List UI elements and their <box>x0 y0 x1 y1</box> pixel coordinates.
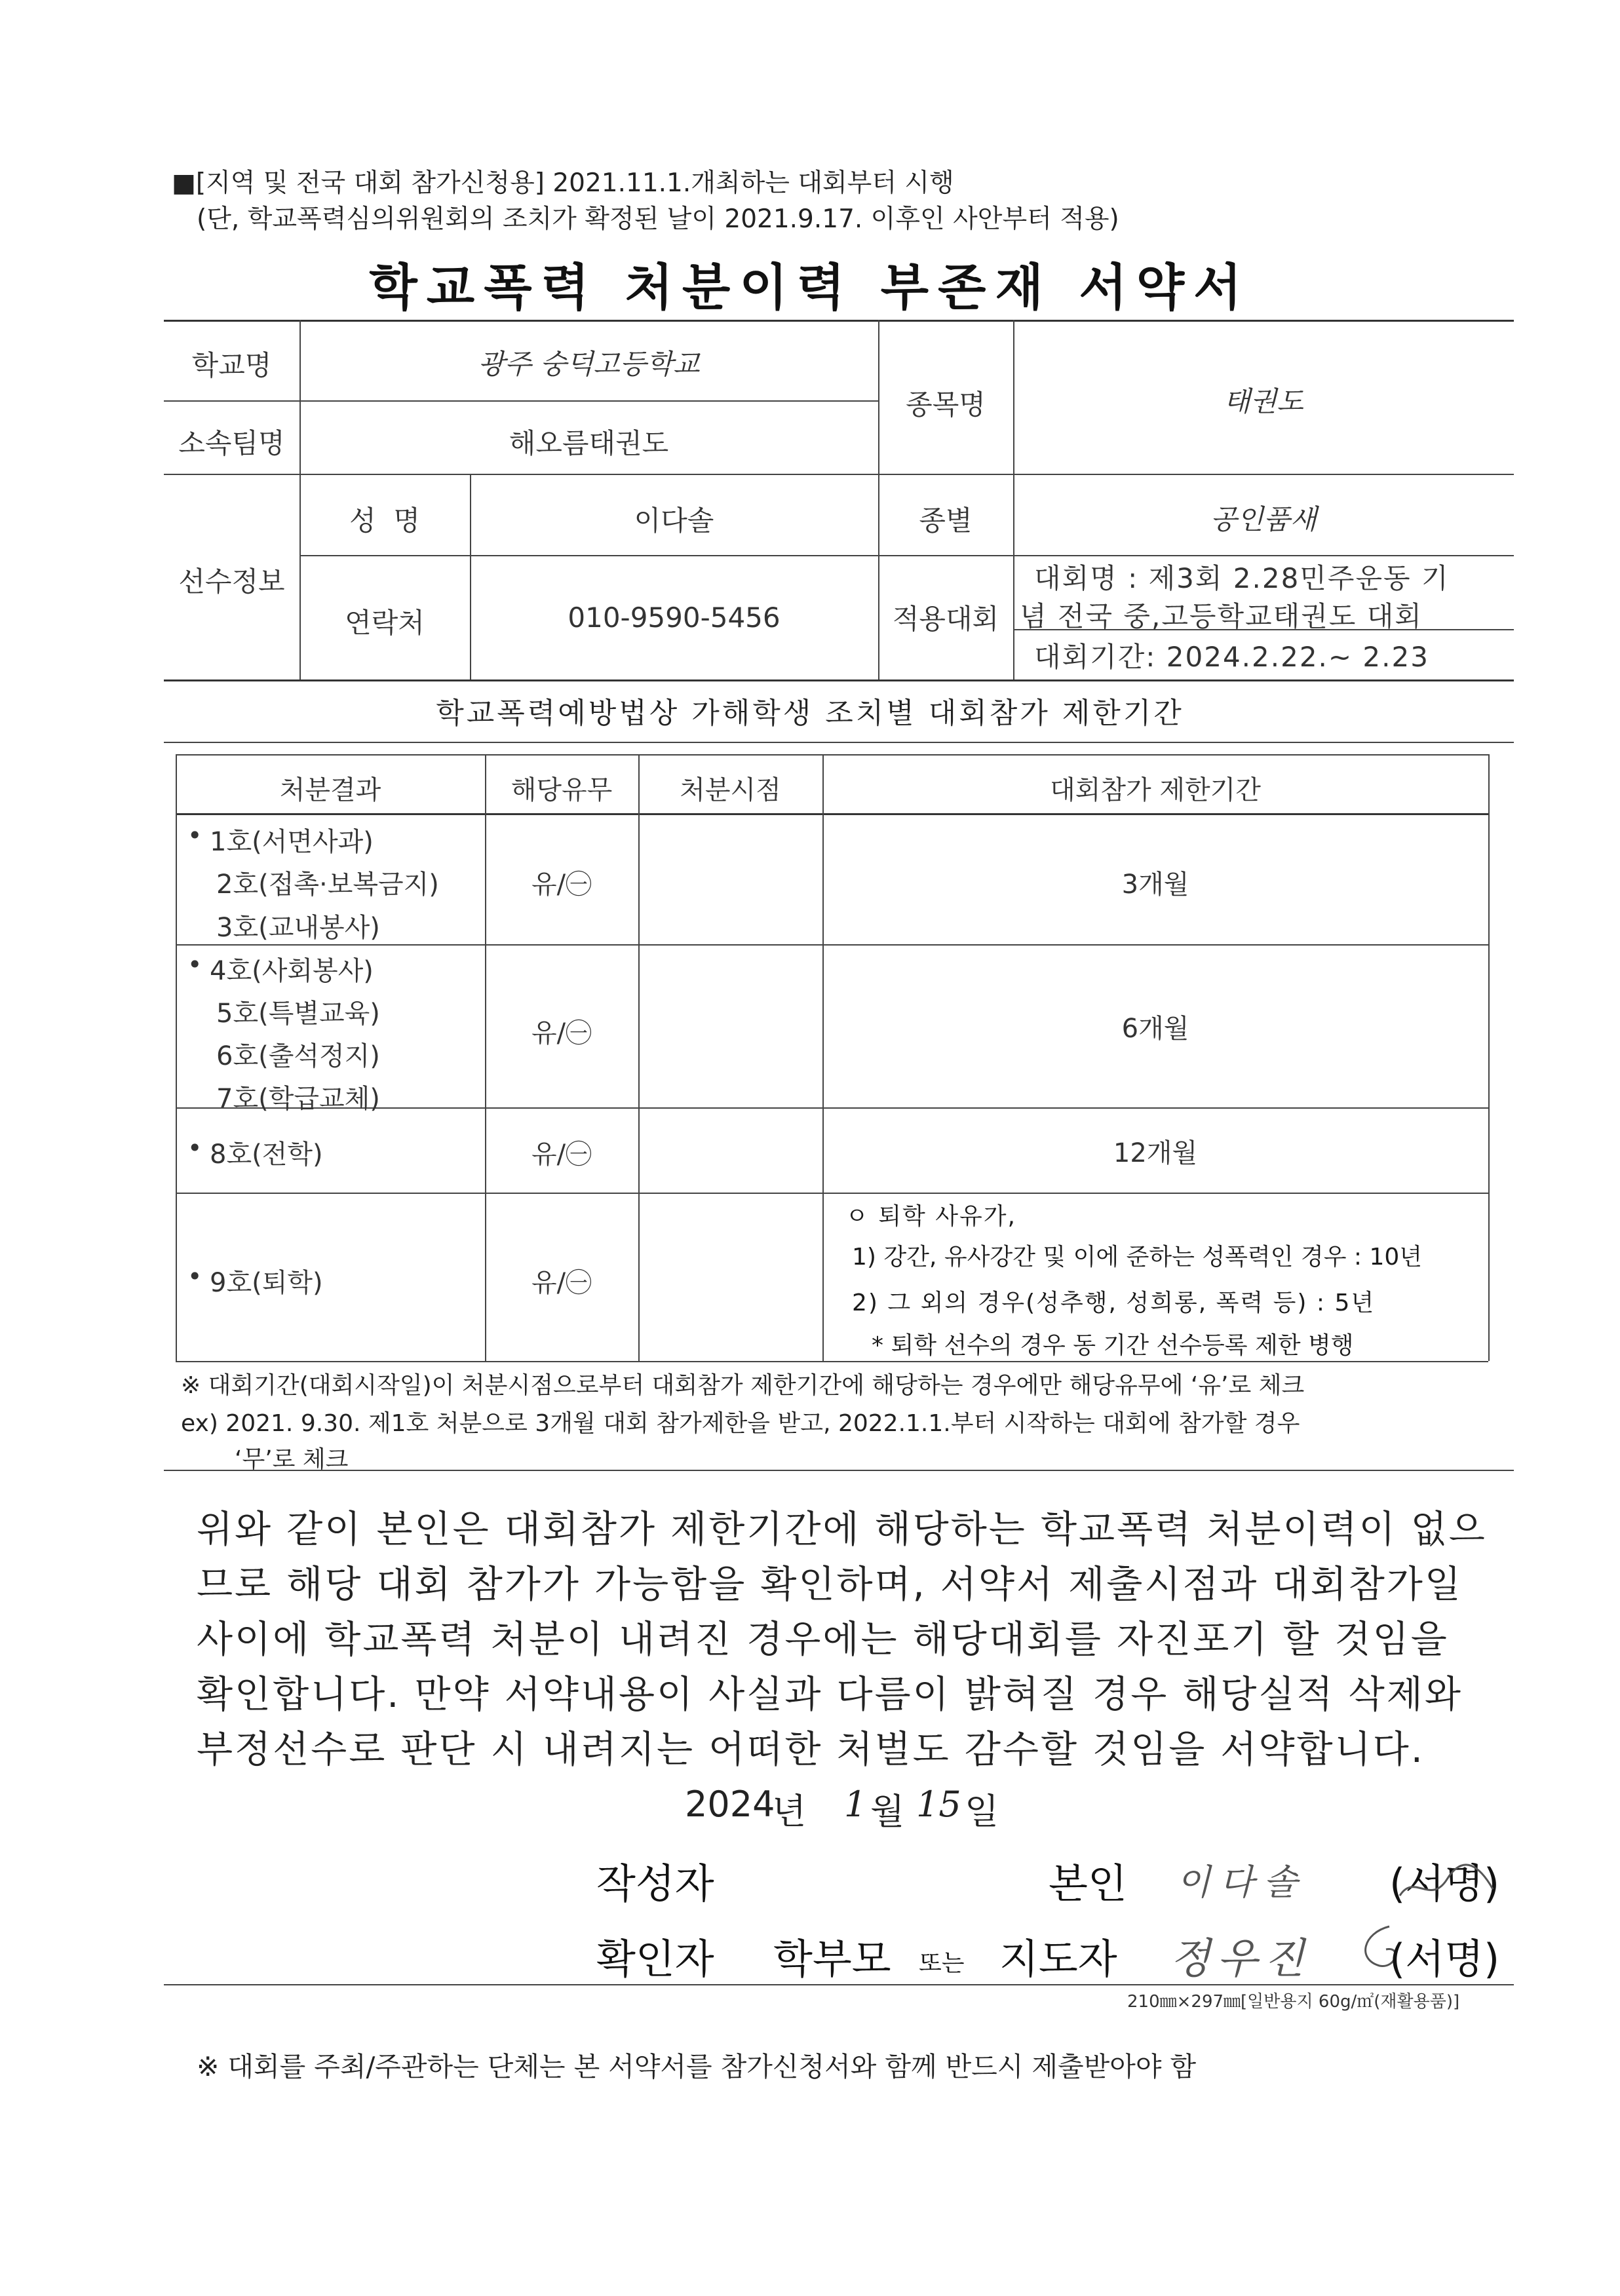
pledge-line: 므로 해당 대회 참가가 가능함을 확인하며, 서약서 제출시점과 대회참가일 <box>197 1563 1463 1606</box>
parent-label: 학부모 <box>773 1935 891 1983</box>
document-title: 학교폭력 처분이력 부존재 서약서 <box>369 258 1251 316</box>
contact-value: 010-9590-5456 <box>568 602 781 634</box>
confirm-label: 확인자 <box>596 1935 714 1983</box>
measure-item: 9호(퇴학) <box>210 1268 323 1298</box>
competition-line-2: 념 전국 중,고등학교태권도 대회 <box>1020 600 1423 632</box>
measure-item: 5호(특별교육) <box>216 999 380 1029</box>
or-label: 또는 <box>919 1950 965 1977</box>
notice-line-2: (단, 학교폭력심의위원회의 조치가 확정된 날이 2021.9.17. 이후인 사안부터 적용) <box>197 204 1119 234</box>
bullet-icon: • <box>187 1262 202 1291</box>
date-day-suffix: 일 <box>965 1791 999 1832</box>
measure-item: 1호(서면사과) <box>210 827 374 857</box>
column-header-period: 대회참가 제한기간 <box>1050 775 1261 805</box>
measure-item: 7호(학급교체) <box>216 1084 380 1114</box>
category-label: 종별 <box>919 505 973 537</box>
event-label: 종목명 <box>906 389 986 421</box>
applicable-check: 유/㊀ <box>531 1268 592 1298</box>
bullet-icon: • <box>187 950 202 979</box>
self-label: 본인 <box>1049 1860 1127 1907</box>
restriction-period: 12개월 <box>1113 1138 1198 1168</box>
pledge-line: 부정선수로 판단 시 내려지는 어떠한 처벌도 감수할 것임을 서약합니다. <box>197 1728 1425 1771</box>
event-value: 태권도 <box>1224 385 1303 417</box>
measure-item: 4호(사회봉사) <box>210 956 374 986</box>
name-label: 성 명 <box>349 505 420 537</box>
measure-item: 2호(접촉·보복금지) <box>216 870 439 900</box>
coach-signature: 정우진 <box>1170 1935 1311 1983</box>
category-value: 공인품새 <box>1210 503 1317 535</box>
bullet-icon: • <box>187 1134 202 1162</box>
coach-label: 지도자 <box>999 1935 1117 1983</box>
date-year-suffix: 년 <box>772 1791 807 1832</box>
restriction-period-line: 1) 강간, 유사강간 및 이에 준하는 성폭력인 경우 : 10년 <box>852 1244 1423 1271</box>
note-line-1: ※ 대회기간(대회시작일)이 처분시점으로부터 대회참가 제한기간에 해당하는 경우에만 해당유무에 ‘유’로 체크 <box>181 1372 1305 1399</box>
measure-item: 8호(전학) <box>210 1139 323 1170</box>
paper-spec: 210㎜×297㎜[일반용지 60g/㎡(재활용품)] <box>1127 1992 1460 2012</box>
signature-scribble-icon <box>1395 1860 1499 1912</box>
column-header-result: 처분결과 <box>279 775 381 805</box>
contact-label: 연락처 <box>345 607 425 639</box>
note-line-2: ex) 2021. 9.30. 제1호 처분으로 3개월 대회 참가제한을 받고, 2022.1.1.부터 시작하는 대회에 참가할 경우 <box>181 1410 1300 1437</box>
applicable-check: 유/㊀ <box>531 1139 592 1170</box>
restriction-period-line: ㅇ 퇴학 사유가, <box>845 1203 1016 1230</box>
date-month-suffix: 월 <box>870 1791 905 1832</box>
competition-line-1: 대회명 : 제3회 2.28민주운동 기 <box>1034 562 1450 594</box>
note-line-3: ‘무’로 체크 <box>235 1446 349 1473</box>
team-value: 해오름태권도 <box>509 427 669 459</box>
writer-label: 작성자 <box>596 1860 714 1907</box>
restriction-period-line: * 퇴학 선수의 경우 동 기간 선수등록 제한 병행 <box>872 1332 1354 1359</box>
player-info-label: 선수정보 <box>178 565 285 598</box>
date-month: 1 <box>844 1784 867 1825</box>
measure-item: 6호(출석정지) <box>216 1041 380 1071</box>
pledge-line: 위와 같이 본인은 대회참가 제한기간에 해당하는 학교폭력 처분이력이 없으 <box>197 1508 1487 1551</box>
measure-item: 3호(교내봉사) <box>216 913 380 943</box>
footer-notice: ※ 대회를 주최/주관하는 단체는 본 서약서를 참가신청서와 함께 반드시 제출받아야 함 <box>197 2051 1197 2082</box>
school-value: 광주 숭덕고등학교 <box>478 348 700 380</box>
restriction-heading: 학교폭력예방법상 가해학생 조치별 대회참가 제한기간 <box>436 697 1184 730</box>
competition-label: 적용대회 <box>892 603 999 635</box>
restriction-period: 3개월 <box>1121 870 1189 900</box>
column-header-applicable: 해당유무 <box>511 775 613 805</box>
pledge-line: 사이에 학교폭력 처분이 내려진 경우에는 해당대회를 자진포기 할 것임을 <box>197 1618 1449 1661</box>
team-label: 소속팀명 <box>178 427 285 459</box>
competition-line-3: 대회기간: 2024.2.22.~ 2.23 <box>1034 641 1429 673</box>
restriction-period: 6개월 <box>1121 1014 1189 1044</box>
date-day: 15 <box>916 1784 961 1825</box>
pledge-line: 확인합니다. 만약 서약내용이 사실과 다름이 밝혀질 경우 해당실적 삭제와 <box>197 1673 1463 1716</box>
notice-line-1: ■[지역 및 전국 대회 참가신청용] 2021.11.1.개최하는 대회부터 시행 <box>172 168 954 198</box>
restriction-period-line: 2) 그 외의 경우(성추행, 성희롱, 폭력 등) : 5년 <box>852 1290 1376 1316</box>
self-sign-label: (서명) <box>1389 1860 1500 1907</box>
school-label: 학교명 <box>191 349 272 381</box>
date-year: 2024 <box>685 1784 775 1825</box>
self-signature: 이다솔 <box>1176 1862 1307 1903</box>
bullet-icon: • <box>187 821 202 850</box>
name-value: 이다솔 <box>634 505 714 537</box>
column-header-time: 처분시점 <box>680 775 781 805</box>
applicable-check: 유/㊀ <box>531 870 592 900</box>
coach-sign-label: (서명) <box>1389 1935 1500 1983</box>
applicable-check: 유/㊀ <box>531 1018 592 1048</box>
